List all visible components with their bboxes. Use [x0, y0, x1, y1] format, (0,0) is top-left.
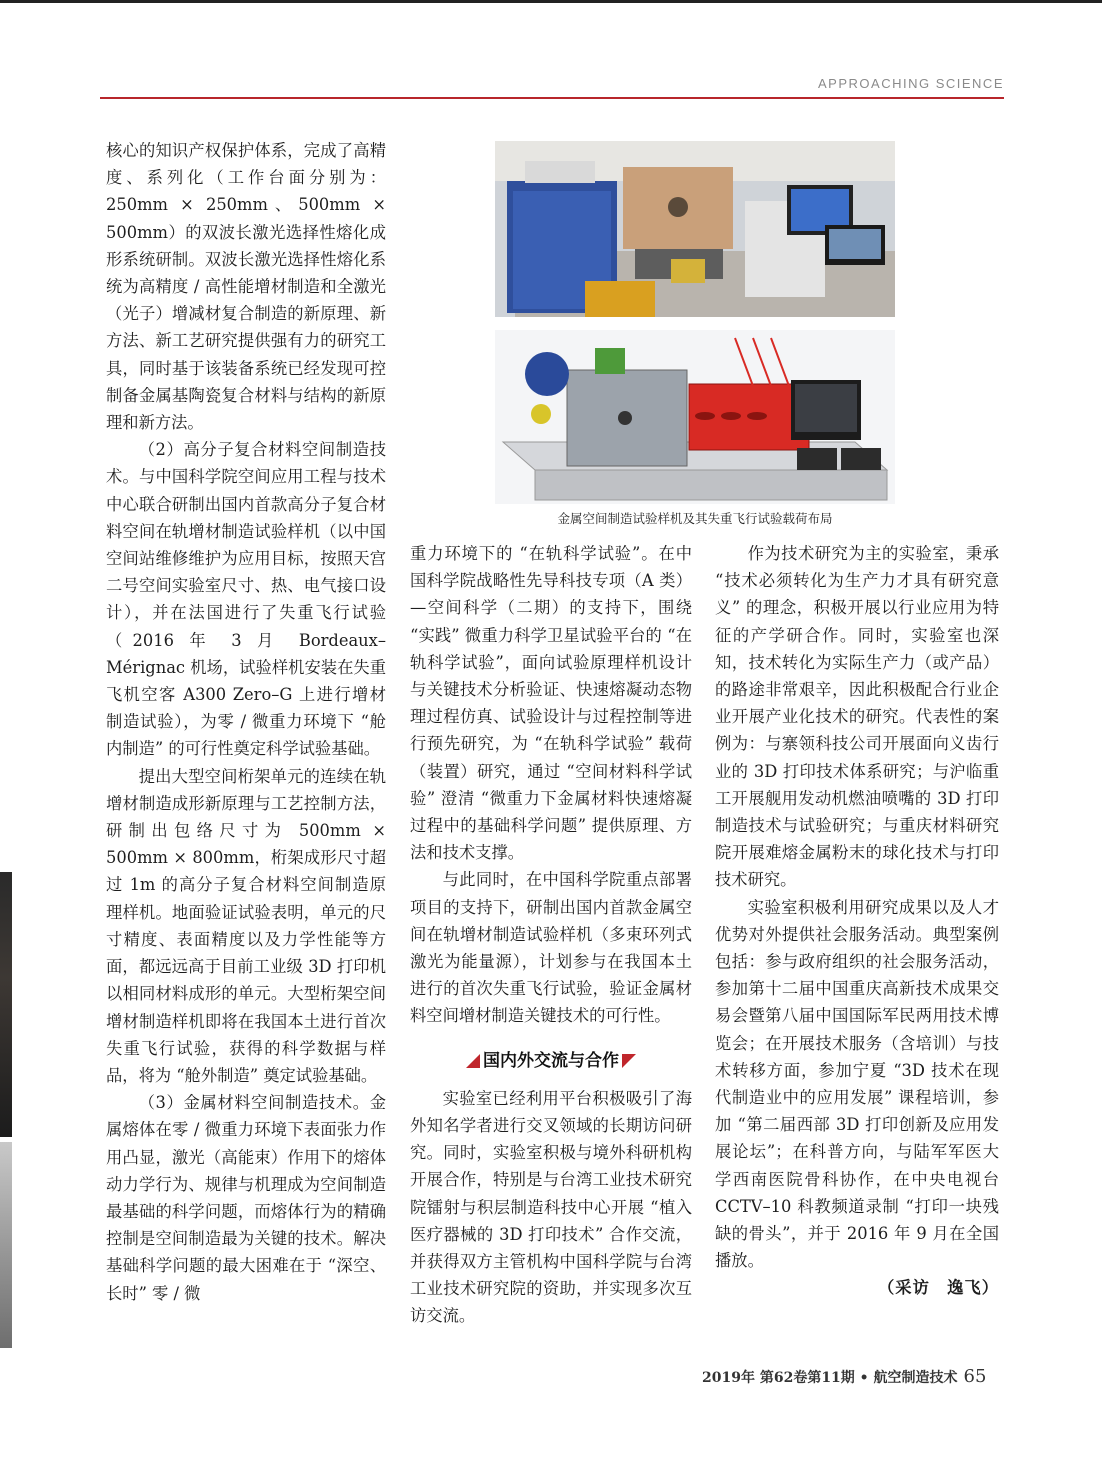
paragraph: （3）金属材料空间制造技术。金属熔体在零 / 微重力环境下表面张力作用凸显，激光（高能束）作用下的熔体动力学行为、规律与机理成为空间制造最基础的科学问题，而熔体行为的精确控制是空间制造最为关键的技术。解决基础科学问题的最大困难在于 “深空、长时” 零 / 微: [106, 1093, 386, 1303]
paragraph: 与此同时，在中国科学院重点部署项目的支持下，研制出国内首款金属空间在轨增材制造试验样机（多束环列式激光为能量源），计划参与在我国本土进行的首次失重飞行试验，验证金属材料空间增材制造关键技术的可行性。: [410, 870, 692, 1026]
paragraph: 作为技术研究为主的实验室，秉承 “技术必须转化为生产力才具有研究意义” 的理念，积极开展以行业应用为特征的产学研合作。同时，实验室也深知，技术转化为实际生产力（或产品）的路途非常艰辛，因此积极配合行业企业开展产业化技术的研究。代表性的案例为：与寨领科技公司开展面向义齿行业的 3D 打印技术体系研究；与沪临重工开展舰用发动机燃油喷嘴的 3D 打印制造技术与试验研究；与重庆材料研究院开展难熔金属粉末的球化技术与打印技术研究。: [715, 544, 999, 890]
triangle-right-icon: [622, 1054, 636, 1068]
text-column-3: [715, 540, 999, 1302]
paragraph: 提出大型空间桁架单元的连续在轨增材制造成形新原理与工艺控制方法，研制出包络尺寸为 500mm × 500mm × 800mm，桁架成形尺寸超过 1m 的高分子复合材料空间制造原理样机。地面验证试验表明，单元的尺寸精度、表面精度以及力学性能等方面，都远远高于目前工业级 3D 打印机以相同材料成形的单元。大型桁架空间增材制造样机即将在我国本土进行首次失重飞行试验，获得的科学数据与样品，将为 “舱外制造” 奠定试验基础。: [106, 766, 386, 1085]
header-rule: [100, 97, 1004, 99]
paragraph: 重力环境下的 “在轨科学试验”。在中国科学院战略性先导科技专项（A 类）—空间科学（二期）的支持下，围绕 “实践” 微重力科学卫星试验平台的 “在轨科学试验”，面向试验原理样机设计与关键技术分析验证、快速熔凝动态物理过程仿真、试验设计与过程控制等进行预先研究，为 “在轨科学试验” 载荷（装置）研究，通过 “空间材料科学试验” 澄清 “微重力下金属材料快速熔凝过程中的基础科学问题” 提供原理、方法和技术支撑。: [410, 544, 692, 863]
triangle-left-icon: [466, 1054, 480, 1068]
paragraph: （2）高分子复合材料空间制造技术。与中国科学院空间应用工程与技术中心联合研制出国内首款高分子复合材料空间在轨增材制造试验样机（以中国空间站维修维护为应用目标，按照天宫二号空间实验室尺寸、热、电气接口设计），并在法国进行了失重飞行试验（2016 年 3 月 Bordeaux–Mérignac 机场，试验样机安装在失重飞机空客 A300 Zero–G 上进行增材制造试验），为零 / 微重力环境下 “舱内制造” 的可行性奠定科学试验基础。: [106, 440, 386, 759]
paragraph: 实验室已经利用平台积极吸引了海外知名学者进行交叉领域的长期访问研究。同时，实验室积极与境外科研机构开展合作，特别是与台湾工业技术研究院镭射与积层制造科技中心开展 “植入医疗器械的 3D 打印技术” 合作交流，并获得双方主管机构中国科学院与台湾工业技术研究院的资助，并实现多次互访交流。: [410, 1088, 692, 1326]
left-edge-photo-top: [0, 872, 12, 1137]
journal-info: 2019年 第62卷第11期 • 航空制造技术: [702, 1370, 958, 1386]
section-heading: [410, 1048, 692, 1075]
section-heading-text: 国内外交流与合作: [483, 1050, 619, 1071]
page-footer: [702, 1366, 986, 1387]
left-edge-photo-bottom: [0, 1142, 12, 1348]
payload-layout-render: [495, 330, 895, 504]
paragraph: 核心的知识产权保护体系，完成了高精度、系列化（工作台面分别为：250mm × 250mm、500mm × 500mm）的双波长激光选择性熔化成形系统研制。双波长激光选择性熔化系统为高精度 / 高性能增材制造和全激光（光子）增减材复合制造的新原理、新方法、新工艺研究提供强有力的研究工具，同时基于该装备系统已经发现可控制备金属基陶瓷复合材料与结构的新原理和新方法。: [106, 141, 386, 433]
lab-equipment-photo: [495, 141, 895, 317]
lab-photo-illustration: [495, 141, 895, 317]
top-border: [0, 0, 1102, 3]
render-illustration: [495, 330, 895, 504]
interview-credit: （采访 逸飞）: [878, 1278, 999, 1298]
text-column-1: [106, 137, 386, 1307]
running-header: APPROACHING SCIENCE: [818, 76, 1004, 91]
paragraph: 实验室积极利用研究成果以及人才优势对外提供社会服务活动。典型案例包括：参与政府组织的社会服务活动，参加第十二届中国重庆高新技术成果交易会暨第八届中国国际军民两用技术博览会；在开展技术服务（含培训）与技术转移方面，参加宁夏 “3D 技术在现代制造业中的应用发展” 课程培训，参加 “第二届西部 3D 打印创新及应用发展论坛”；在科普方向，与陆军军医大学西南医院骨科协作，在中央电视台 CCTV–10 科教频道录制 “打印一块残缺的骨头”，并于 2016 年 9 月在全国播放。: [715, 897, 999, 1271]
figure-caption: 金属空间制造试验样机及其失重飞行试验载荷布局: [557, 512, 833, 526]
text-column-2: [410, 540, 692, 1330]
page-number: 65: [963, 1366, 987, 1387]
